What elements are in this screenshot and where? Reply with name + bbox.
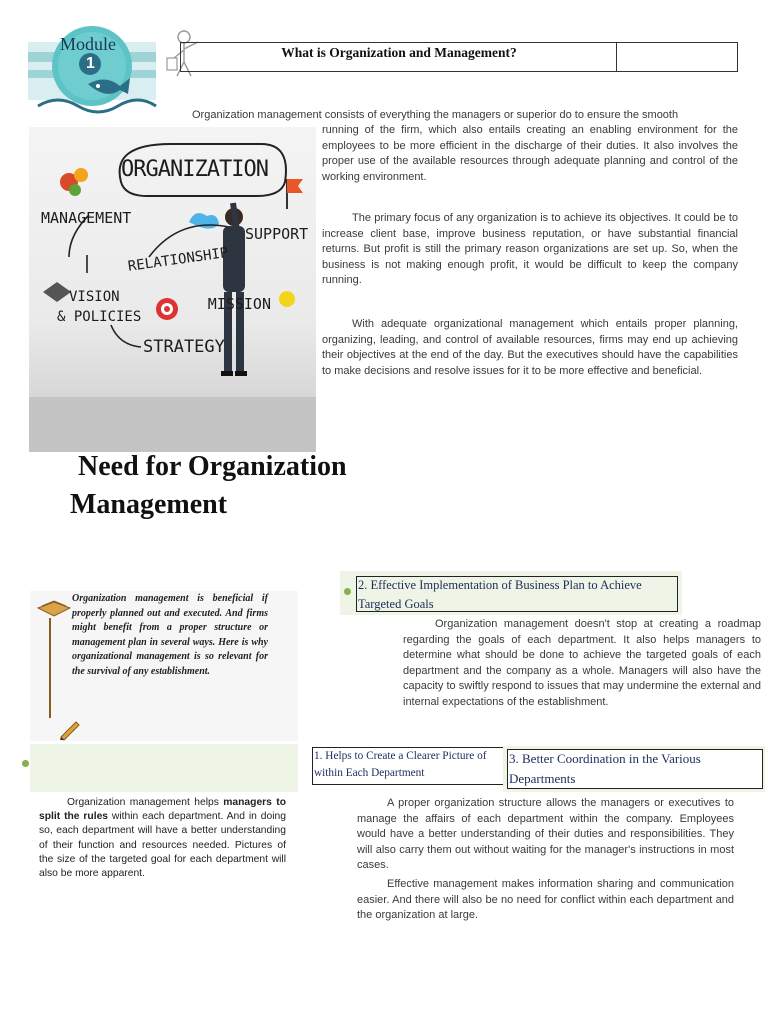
item2-heading: 2. Effective Implementation of Business Plan to Achieve Targeted Goals bbox=[358, 578, 642, 611]
item1-band bbox=[30, 744, 298, 792]
item2-body: Organization management doesn't stop at creating a roadmap regarding the goals of each department. It also helps managers to determine what should be done to achieve the targeted goals of each department and the company as a whole. Managers will also have the capacity to swiftly respond to issues that may undermine the external and internal expectations of the establishment. bbox=[403, 618, 761, 708]
module-label: Module bbox=[60, 34, 116, 54]
module-number: 1 bbox=[86, 55, 95, 72]
page-title: What is Organization and Management? bbox=[281, 45, 517, 60]
item3-body-2: Effective management makes information sharing and communication easier. And there will also be no need for conflict within each department and the organization at large. bbox=[357, 878, 734, 921]
word-vision: VISION bbox=[69, 289, 120, 305]
word-relationship: RELATIONSHIP bbox=[127, 244, 230, 275]
intro-paragraph-3: With adequate organizational management which entails proper planning, organizing, leading, and control of available resources, firms may end up achieving their objectives at the end of the day. But the executives should have the capabilities to make decisions and resolve issues for it to be more effective and beneficial. bbox=[322, 318, 738, 377]
word-management: MANAGEMENT bbox=[41, 209, 132, 227]
item3-heading: 3. Better Coordination in the Various Departments bbox=[509, 751, 701, 786]
item1-body-end: within each department. And in doing so, each department will have a better understanding of their function and resources needed. Pictures of the size of the targeted goal for each department will also be more apparent. bbox=[39, 811, 286, 880]
intro-first-line: Organization management consists of everything the managers or superior do to ensure the smooth bbox=[192, 109, 679, 121]
word-strategy: STRATEGY bbox=[143, 337, 225, 357]
organization-illustration bbox=[29, 127, 316, 452]
intro-paragraph-1: running of the firm, which also entails creating an enabling environment for the employees to be more efficient in the discharge of their duties. It also involves the proper use of the available resources through adequate planning and control of the working environment. bbox=[322, 124, 738, 183]
section-title-second-line: Management bbox=[70, 489, 228, 520]
bullet-dot bbox=[22, 760, 29, 767]
intro-panel-text: Organization management is beneficial if properly planned out and executed. And firms might benefit from a proper structure or management plan in several ways. Here is why organizational management is so relevant for the survival of any establishment. bbox=[72, 593, 268, 677]
intro-paragraph-2: The primary focus of any organization is to achieve its objectives. It could be to increase client base, improve business reputation, or have substantial financial returns. But profit is still the primary reason organizations are set up. So, when the business is not making enough profit, it would be difficult to keep the company running. bbox=[322, 212, 738, 286]
item1-body-highlight: managers to split the rules bbox=[39, 797, 286, 823]
section-title: Need for Organization bbox=[78, 451, 347, 482]
word-policies: & POLICIES bbox=[57, 309, 142, 325]
book-icon bbox=[36, 594, 72, 618]
panel-vertical-rule bbox=[49, 618, 51, 718]
item1-heading: 1. Helps to Create a Clearer Picture of within Each Department bbox=[314, 750, 487, 779]
item1-body bbox=[39, 796, 286, 881]
pencil-icon bbox=[58, 718, 82, 740]
module-badge bbox=[28, 22, 158, 120]
item3-body-1: A proper organization structure allows the managers or executives to manage the affairs of each department within the company. Employees would have a better understanding of their duties and responsibilities. They will also carry them out without waiting for the manager's instructions in most cases. bbox=[357, 797, 734, 871]
word-organization: ORGANIZATION bbox=[121, 157, 268, 182]
word-mission: MISSION bbox=[207, 295, 271, 313]
word-support: SUPPORT bbox=[245, 225, 309, 243]
bullet-dot bbox=[344, 588, 351, 595]
item1-body-start: Organization management helps bbox=[67, 797, 224, 808]
section-title-cut bbox=[70, 488, 300, 520]
